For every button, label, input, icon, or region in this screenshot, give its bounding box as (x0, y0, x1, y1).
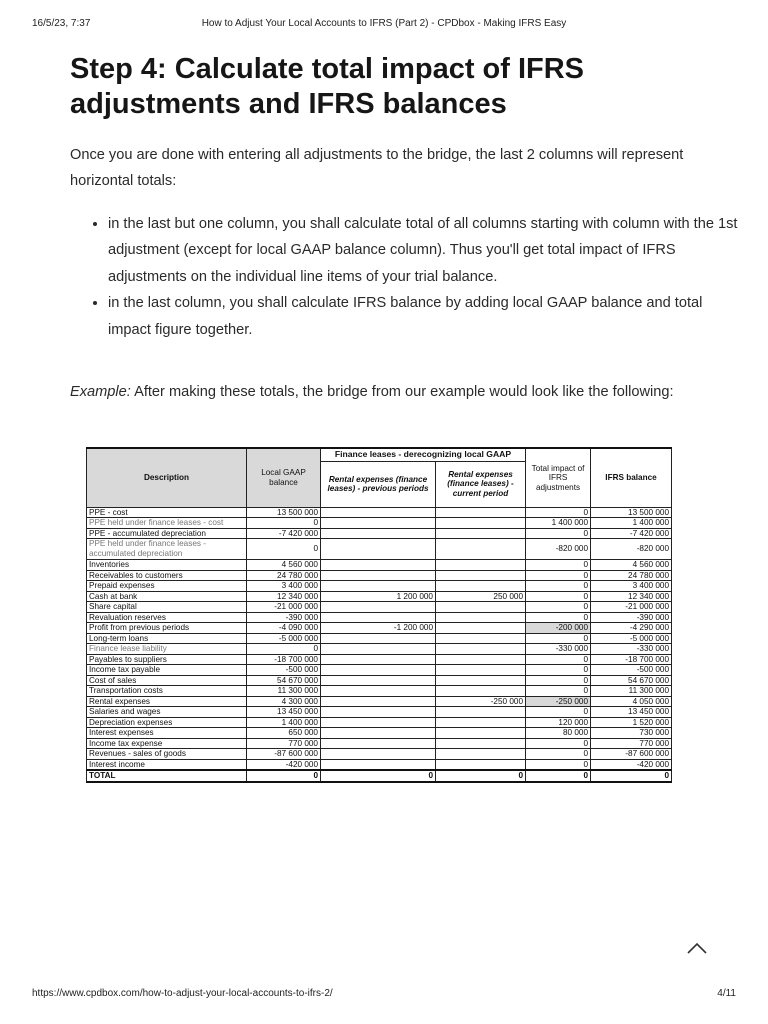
cell-local-gaap: 1 400 000 (247, 717, 321, 728)
cell-ifrs-balance: 24 780 000 (591, 570, 672, 581)
cell-rental-prev (321, 570, 436, 581)
cell-ifrs-balance: -330 000 (591, 644, 672, 655)
cell-total-impact: 0 (526, 738, 591, 749)
print-page-number: 4/11 (717, 988, 736, 999)
cell-local-gaap: -420 000 (247, 759, 321, 770)
cell-description: PPE - accumulated depreciation (87, 528, 247, 539)
cell-description: Interest income (87, 759, 247, 770)
cell-rental-prev (321, 759, 436, 770)
cell-ifrs-balance: 4 560 000 (591, 560, 672, 571)
cell-description: Profit from previous periods (87, 623, 247, 634)
cell-description: Receivables to customers (87, 570, 247, 581)
cell-rental-curr: 250 000 (436, 591, 526, 602)
col-header-total-impact: Total impact of IFRS adjustments (526, 448, 591, 507)
bullet-list (70, 211, 738, 343)
cell-rental-curr (436, 612, 526, 623)
table-row (87, 675, 672, 686)
cell-total-impact: 0 (526, 770, 591, 782)
cell-ifrs-balance: -21 000 000 (591, 602, 672, 613)
cell-rental-curr (436, 528, 526, 539)
cell-rental-prev: 1 200 000 (321, 591, 436, 602)
cell-description: Share capital (87, 602, 247, 613)
cell-description: Long-term loans (87, 633, 247, 644)
cell-rental-prev (321, 507, 436, 518)
cell-description: Income tax expense (87, 738, 247, 749)
cell-local-gaap: 13 450 000 (247, 707, 321, 718)
cell-rental-curr (436, 623, 526, 634)
table-row (87, 654, 672, 665)
table-row (87, 665, 672, 676)
cell-ifrs-balance: 13 450 000 (591, 707, 672, 718)
table-row (87, 570, 672, 581)
cell-ifrs-balance: -390 000 (591, 612, 672, 623)
table-row (87, 633, 672, 644)
table-row (87, 738, 672, 749)
cell-rental-prev (321, 602, 436, 613)
cell-rental-prev (321, 644, 436, 655)
table-row (87, 528, 672, 539)
cell-total-impact: 0 (526, 749, 591, 760)
cell-local-gaap: 770 000 (247, 738, 321, 749)
cell-total-impact: 0 (526, 759, 591, 770)
cell-description: Cost of sales (87, 675, 247, 686)
total-row (87, 770, 672, 782)
cell-local-gaap: 0 (247, 539, 321, 560)
cell-description: Revaluation reserves (87, 612, 247, 623)
cell-rental-curr (436, 749, 526, 760)
cell-rental-curr (436, 675, 526, 686)
cell-rental-curr: 0 (436, 770, 526, 782)
cell-ifrs-balance: -87 600 000 (591, 749, 672, 760)
bridge-table (86, 447, 672, 783)
cell-total-impact: -820 000 (526, 539, 591, 560)
cell-ifrs-balance: -4 290 000 (591, 623, 672, 634)
cell-rental-prev (321, 675, 436, 686)
intro-paragraph: Once you are done with entering all adjustments to the bridge, the last 2 columns will represent horizontal totals: (70, 147, 684, 189)
cell-rental-curr (436, 707, 526, 718)
cell-rental-curr (436, 686, 526, 697)
cell-local-gaap: 0 (247, 518, 321, 529)
bullet-item: • in the last column, you shall calculate IFRS balance by adding local GAAP balance and total impact figure together. (108, 290, 738, 343)
cell-rental-curr (436, 518, 526, 529)
cell-total-impact: -250 000 (526, 696, 591, 707)
cell-ifrs-balance: 1 520 000 (591, 717, 672, 728)
cell-rental-curr (436, 581, 526, 592)
print-url: https://www.cpdbox.com/how-to-adjust-your-local-accounts-to-ifrs-2/ (32, 988, 333, 999)
table-row (87, 581, 672, 592)
cell-total-impact: 0 (526, 612, 591, 623)
cell-description: Payables to suppliers (87, 654, 247, 665)
cell-rental-prev (321, 665, 436, 676)
cell-total-impact: 120 000 (526, 717, 591, 728)
cell-ifrs-balance: 770 000 (591, 738, 672, 749)
cell-description: PPE held under finance leases - cost (87, 518, 247, 529)
cell-total-impact: 0 (526, 591, 591, 602)
group-header-finance-leases: Finance leases - derecognizing local GAAP (321, 448, 526, 461)
page-title: Step 4: Calculate total impact of IFRS adjustments and IFRS balances (70, 53, 585, 120)
cell-rental-curr (436, 728, 526, 739)
cell-rental-prev (321, 738, 436, 749)
cell-local-gaap: 4 300 000 (247, 696, 321, 707)
example-text: After making these totals, the bridge from our example would look like the following: (130, 384, 674, 400)
cell-ifrs-balance: 13 500 000 (591, 507, 672, 518)
cell-ifrs-balance: -820 000 (591, 539, 672, 560)
table-row (87, 749, 672, 760)
cell-rental-prev: 0 (321, 770, 436, 782)
cell-local-gaap: -5 000 000 (247, 633, 321, 644)
cell-rental-prev (321, 612, 436, 623)
col-header-ifrs-balance: IFRS balance (591, 448, 672, 507)
cell-local-gaap: -7 420 000 (247, 528, 321, 539)
table-row (87, 696, 672, 707)
cell-description: PPE - cost (87, 507, 247, 518)
cell-ifrs-balance: -18 700 000 (591, 654, 672, 665)
print-page-title: How to Adjust Your Local Accounts to IFRS (Part 2) - CPDbox - Making IFRS Easy (201, 18, 567, 29)
chevron-up-icon[interactable] (686, 940, 708, 956)
cell-total-impact: 0 (526, 507, 591, 518)
cell-rental-curr (436, 633, 526, 644)
cell-total-impact: 1 400 000 (526, 518, 591, 529)
cell-local-gaap: 0 (247, 644, 321, 655)
col-header-rental-curr: Rental expenses (finance leases) - current period (436, 461, 526, 507)
table-row (87, 686, 672, 697)
cell-description: Finance lease liability (87, 644, 247, 655)
cell-ifrs-balance: -500 000 (591, 665, 672, 676)
cell-ifrs-balance: -5 000 000 (591, 633, 672, 644)
cell-rental-curr (436, 654, 526, 665)
col-header-rental-prev: Rental expenses (finance leases) - previous periods (321, 461, 436, 507)
table-row (87, 539, 672, 560)
table-row (87, 612, 672, 623)
cell-description: Cash at bank (87, 591, 247, 602)
cell-description: TOTAL (87, 770, 247, 782)
cell-total-impact: 0 (526, 581, 591, 592)
table-row (87, 707, 672, 718)
cell-rental-prev (321, 696, 436, 707)
cell-total-impact: -200 000 (526, 623, 591, 634)
cell-local-gaap: -87 600 000 (247, 749, 321, 760)
cell-total-impact: 0 (526, 560, 591, 571)
cell-total-impact: 0 (526, 686, 591, 697)
cell-rental-prev (321, 633, 436, 644)
cell-rental-prev (321, 539, 436, 560)
cell-rental-prev (321, 749, 436, 760)
cell-rental-prev (321, 560, 436, 571)
cell-rental-prev (321, 707, 436, 718)
cell-rental-prev (321, 581, 436, 592)
print-footer (32, 988, 736, 1002)
table-row (87, 717, 672, 728)
cell-local-gaap: 24 780 000 (247, 570, 321, 581)
cell-rental-curr (436, 665, 526, 676)
cell-description: Salaries and wages (87, 707, 247, 718)
cell-description: Revenues - sales of goods (87, 749, 247, 760)
cell-ifrs-balance: 11 300 000 (591, 686, 672, 697)
cell-ifrs-balance: 730 000 (591, 728, 672, 739)
cell-total-impact: 0 (526, 602, 591, 613)
cell-rental-curr (436, 539, 526, 560)
cell-rental-curr (436, 507, 526, 518)
cell-ifrs-balance: 3 400 000 (591, 581, 672, 592)
cell-rental-curr (436, 717, 526, 728)
cell-total-impact: 0 (526, 528, 591, 539)
cell-rental-prev (321, 528, 436, 539)
cell-local-gaap: 4 560 000 (247, 560, 321, 571)
table-row (87, 759, 672, 770)
cell-description: Depreciation expenses (87, 717, 247, 728)
table-row (87, 591, 672, 602)
table-row (87, 560, 672, 571)
cell-rental-prev (321, 728, 436, 739)
cell-local-gaap: -21 000 000 (247, 602, 321, 613)
cell-rental-prev (321, 518, 436, 529)
cell-local-gaap: 650 000 (247, 728, 321, 739)
cell-local-gaap: 12 340 000 (247, 591, 321, 602)
cell-total-impact: 0 (526, 707, 591, 718)
cell-rental-prev (321, 717, 436, 728)
cell-description: Interest expenses (87, 728, 247, 739)
cell-ifrs-balance: 4 050 000 (591, 696, 672, 707)
cell-local-gaap: -18 700 000 (247, 654, 321, 665)
table-row (87, 623, 672, 634)
cell-local-gaap: -500 000 (247, 665, 321, 676)
cell-description: Income tax payable (87, 665, 247, 676)
bullet-item: • in the last but one column, you shall calculate total of all columns starting with column with the 1st adjustment (except for local GAAP balance column). Thus you'll get total impact of IFRS adjustments on the individual line items of your trial balance. (108, 211, 738, 290)
table-row (87, 518, 672, 529)
cell-rental-curr (436, 759, 526, 770)
cell-local-gaap: 13 500 000 (247, 507, 321, 518)
cell-ifrs-balance: -7 420 000 (591, 528, 672, 539)
table-row (87, 507, 672, 518)
cell-local-gaap: 3 400 000 (247, 581, 321, 592)
cell-rental-prev (321, 654, 436, 665)
cell-description: Prepaid expenses (87, 581, 247, 592)
cell-rental-curr (436, 570, 526, 581)
cell-rental-prev: -1 200 000 (321, 623, 436, 634)
cell-description: Rental expenses (87, 696, 247, 707)
cell-local-gaap: 54 670 000 (247, 675, 321, 686)
cell-total-impact: -330 000 (526, 644, 591, 655)
cell-rental-prev (321, 686, 436, 697)
cell-description: Transportation costs (87, 686, 247, 697)
cell-description: Inventories (87, 560, 247, 571)
cell-total-impact: 0 (526, 633, 591, 644)
print-date: 16/5/23, 7:37 (32, 18, 91, 29)
example-label: Example: (70, 384, 131, 400)
cell-rental-curr (436, 644, 526, 655)
bridge-table-wrapper (86, 447, 671, 783)
table-row (87, 728, 672, 739)
cell-rental-curr (436, 602, 526, 613)
table-row (87, 644, 672, 655)
col-header-local-gaap: Local GAAP balance (247, 448, 321, 507)
cell-local-gaap: 0 (247, 770, 321, 782)
cell-description: PPE held under finance leases - accumulated depreciation (87, 539, 247, 560)
cell-total-impact: 0 (526, 654, 591, 665)
cell-local-gaap: 11 300 000 (247, 686, 321, 697)
cell-local-gaap: -4 090 000 (247, 623, 321, 634)
cell-local-gaap: -390 000 (247, 612, 321, 623)
cell-ifrs-balance: 54 670 000 (591, 675, 672, 686)
cell-rental-curr (436, 560, 526, 571)
cell-total-impact: 0 (526, 665, 591, 676)
cell-total-impact: 80 000 (526, 728, 591, 739)
cell-total-impact: 0 (526, 570, 591, 581)
col-header-description: Description (87, 448, 247, 507)
cell-ifrs-balance: 1 400 000 (591, 518, 672, 529)
table-row (87, 602, 672, 613)
cell-rental-curr: -250 000 (436, 696, 526, 707)
cell-ifrs-balance: 0 (591, 770, 672, 782)
cell-ifrs-balance: 12 340 000 (591, 591, 672, 602)
cell-rental-curr (436, 738, 526, 749)
print-header (32, 18, 736, 32)
cell-total-impact: 0 (526, 675, 591, 686)
cell-ifrs-balance: -420 000 (591, 759, 672, 770)
example-paragraph (70, 379, 690, 405)
